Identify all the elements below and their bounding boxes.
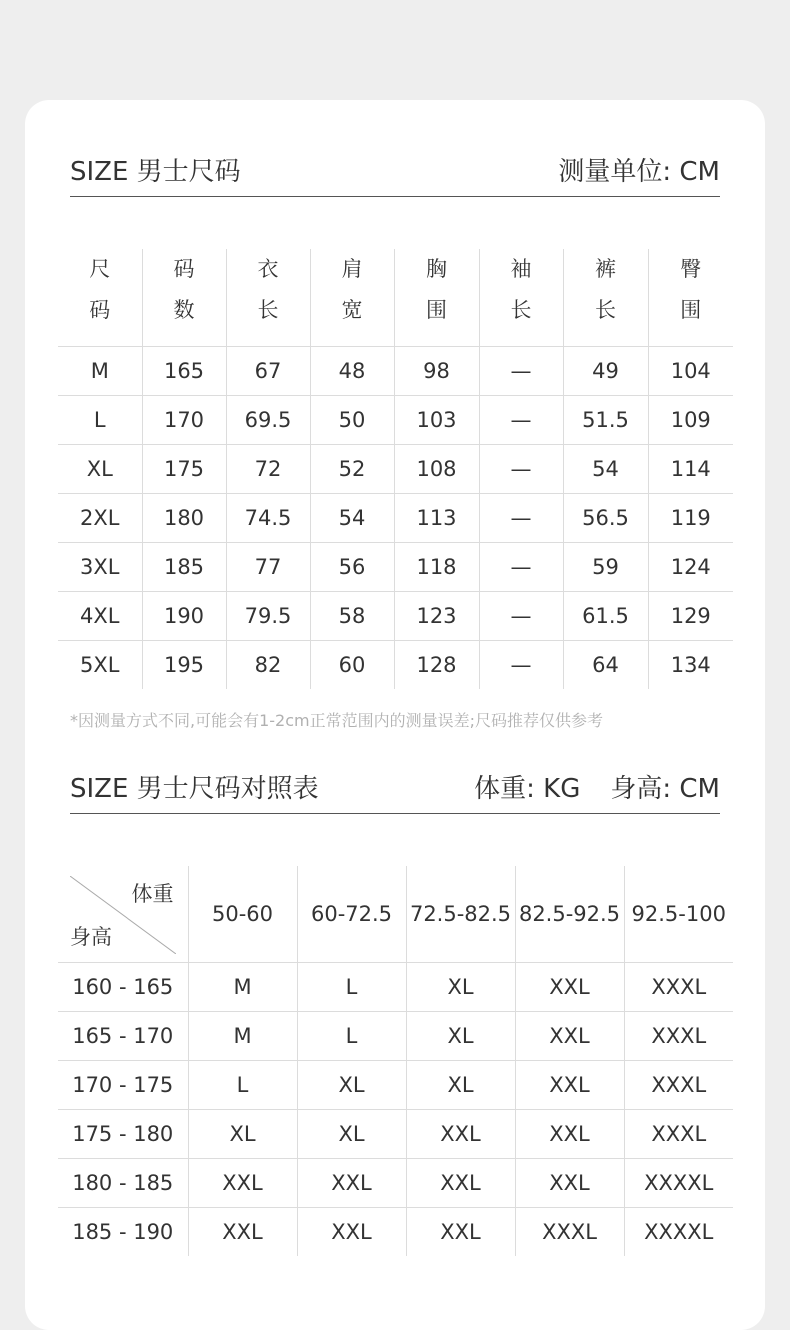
table-cell: 185 [142,543,226,592]
table-row [58,543,733,592]
height-range-cell: 165 - 170 [58,1012,188,1061]
header-char: 围 [426,298,447,322]
table-cell: — [479,543,563,592]
header-char: 长 [257,298,279,322]
size-table-header-cell [394,249,479,347]
table-cell: 123 [394,592,479,641]
table-cell: L [58,396,142,445]
table-cell: M [188,1012,297,1061]
table-cell: 56 [310,543,394,592]
table-cell: 74.5 [226,494,310,543]
table-cell: XL [297,1061,406,1110]
table-cell: XXL [406,1159,515,1208]
table-cell: 48 [310,347,394,396]
size-section-header [70,137,720,197]
table-cell: 5XL [58,641,142,690]
header-char: 长 [510,298,532,322]
table-cell: XL [297,1110,406,1159]
table-row [58,494,733,543]
table-cell: L [297,1012,406,1061]
table-cell: 134 [670,653,711,677]
table-cell: XXL [515,1061,624,1110]
size-table-header-cell [142,249,226,347]
height-range-cell: 160 - 165 [58,963,188,1012]
table-cell: 69.5 [226,396,310,445]
table-cell: XXL [297,1159,406,1208]
header-char: 长 [595,298,616,322]
table-cell: XXXL [624,1110,733,1159]
table-cell: 58 [310,592,394,641]
table-cell: 113 [394,494,479,543]
size-table-header-cell [648,249,733,347]
table-cell: 64 [563,641,648,690]
table-cell: XXL [515,1159,624,1208]
size-table-header-cell [479,249,563,347]
weight-range-header: 60-72.5 [297,866,406,963]
table-cell: 60 [310,641,394,690]
size-table-header-cell [563,249,648,347]
table-cell: 50 [310,396,394,445]
height-range-cell: 170 - 175 [58,1061,188,1110]
table-cell: XXL [406,1208,515,1257]
weight-range-header: 72.5-82.5 [406,866,515,963]
table-cell: — [479,396,563,445]
table-row [58,592,733,641]
table-row [58,347,733,396]
table-cell: 49 [563,347,648,396]
size-guide-header-row [58,866,733,963]
table-row [58,963,733,1012]
table-row [58,1061,733,1110]
table-cell: 118 [394,543,479,592]
table-cell: XXL [297,1208,406,1257]
table-row [58,445,733,494]
table-cell: M [58,347,142,396]
table-cell: 2XL [58,494,142,543]
table-cell: 59 [563,543,648,592]
table-cell: 52 [310,445,394,494]
table-cell: L [297,963,406,1012]
table-row [58,641,733,690]
weight-unit: 体重: KG [474,774,581,804]
weight-range-header: 50-60 [188,866,297,963]
table-cell: 98 [394,347,479,396]
table-cell: XXL [188,1208,297,1257]
table-cell: 54 [310,494,394,543]
table-cell: XXXXL [644,1220,714,1244]
weight-range-header: 82.5-92.5 [515,866,624,963]
header-char: 围 [680,298,702,322]
table-cell: L [188,1061,297,1110]
table-cell: 72 [226,445,310,494]
size-section-title: SIZE 男士尺码 [70,157,241,187]
table-cell: 195 [142,641,226,690]
table-cell: XXXL [624,1012,733,1061]
table-row [58,1159,733,1208]
table-cell: 180 [142,494,226,543]
table-cell: 170 [142,396,226,445]
table-cell: 51.5 [563,396,648,445]
header-char: 臀 [680,257,702,281]
table-cell: XXL [515,1012,624,1061]
weight-range-header: 92.5-100 [624,866,733,963]
table-cell: 119 [648,494,733,543]
table-cell: 61.5 [563,592,648,641]
table-cell: — [479,641,563,690]
size-guide-title: SIZE 男士尺码对照表 [70,774,319,804]
height-range-cell: 185 - 190 [58,1208,188,1257]
table-cell: XXL [515,1110,624,1159]
table-cell: XXXL [624,963,733,1012]
corner-weight-label: 体重 [131,882,174,906]
table-cell: 104 [648,347,733,396]
table-cell: 190 [142,592,226,641]
table-row [58,1110,733,1159]
table-cell: — [479,347,563,396]
table-cell: XL [406,963,515,1012]
table-cell: 56.5 [563,494,648,543]
table-cell: — [479,445,563,494]
table-cell: 124 [648,543,733,592]
table-cell: 109 [648,396,733,445]
header-char: 码 [89,298,111,322]
table-cell: 129 [648,592,733,641]
table-cell: XL [406,1061,515,1110]
table-cell: 54 [563,445,648,494]
table-cell: 82 [226,641,310,690]
header-char: 衣 [257,257,279,281]
table-cell: 114 [648,445,733,494]
table-cell: — [479,592,563,641]
table-cell: 128 [394,641,479,690]
table-cell: 67 [226,347,310,396]
size-table-header-cell [58,249,142,347]
table-cell: XXL [188,1159,297,1208]
table-cell: 77 [226,543,310,592]
table-cell: — [479,494,563,543]
header-char: 码 [173,257,195,281]
corner-cell [58,866,188,963]
header-char: 袖 [510,257,532,281]
corner-height-label: 身高 [70,925,112,949]
table-row [58,1208,733,1257]
size-table-header-cell [226,249,310,347]
table-cell: 165 [142,347,226,396]
table-cell: 175 [142,445,226,494]
height-range-cell: 175 - 180 [58,1110,188,1159]
table-cell: 79.5 [226,592,310,641]
table-cell: XL [406,1012,515,1061]
header-char: 胸 [426,257,447,281]
size-guide-header [70,754,720,814]
table-cell: XXXL [624,1061,733,1110]
header-char: 尺 [89,257,111,281]
table-cell: 108 [394,445,479,494]
height-range-cell: 180 - 185 [58,1159,188,1208]
table-cell: 103 [394,396,479,445]
table-cell: M [188,963,297,1012]
table-row [58,396,733,445]
size-table-header-row [58,249,733,347]
size-table-header-cell [310,249,394,347]
table-cell: XXXL [515,1208,624,1257]
header-char: 数 [173,298,195,322]
table-cell: 3XL [58,543,142,592]
table-cell: 4XL [58,592,142,641]
header-char: 肩 [341,257,363,281]
table-cell: XL [58,445,142,494]
measurement-unit: 测量单位: CM [558,157,720,187]
height-unit: 身高: CM [610,774,720,804]
size-guide-table [58,866,733,1256]
header-char: 宽 [341,298,363,322]
table-cell: XXL [406,1110,515,1159]
table-cell: XXXXL [624,1159,733,1208]
header-char: 裤 [595,257,616,281]
table-cell: XXL [515,963,624,1012]
size-table [58,249,733,689]
table-cell: XL [188,1110,297,1159]
measurement-note: *因测量方式不同,可能会有1-2cm正常范围内的测量误差;尺码推荐仅供参考 [70,711,603,730]
table-row [58,1012,733,1061]
